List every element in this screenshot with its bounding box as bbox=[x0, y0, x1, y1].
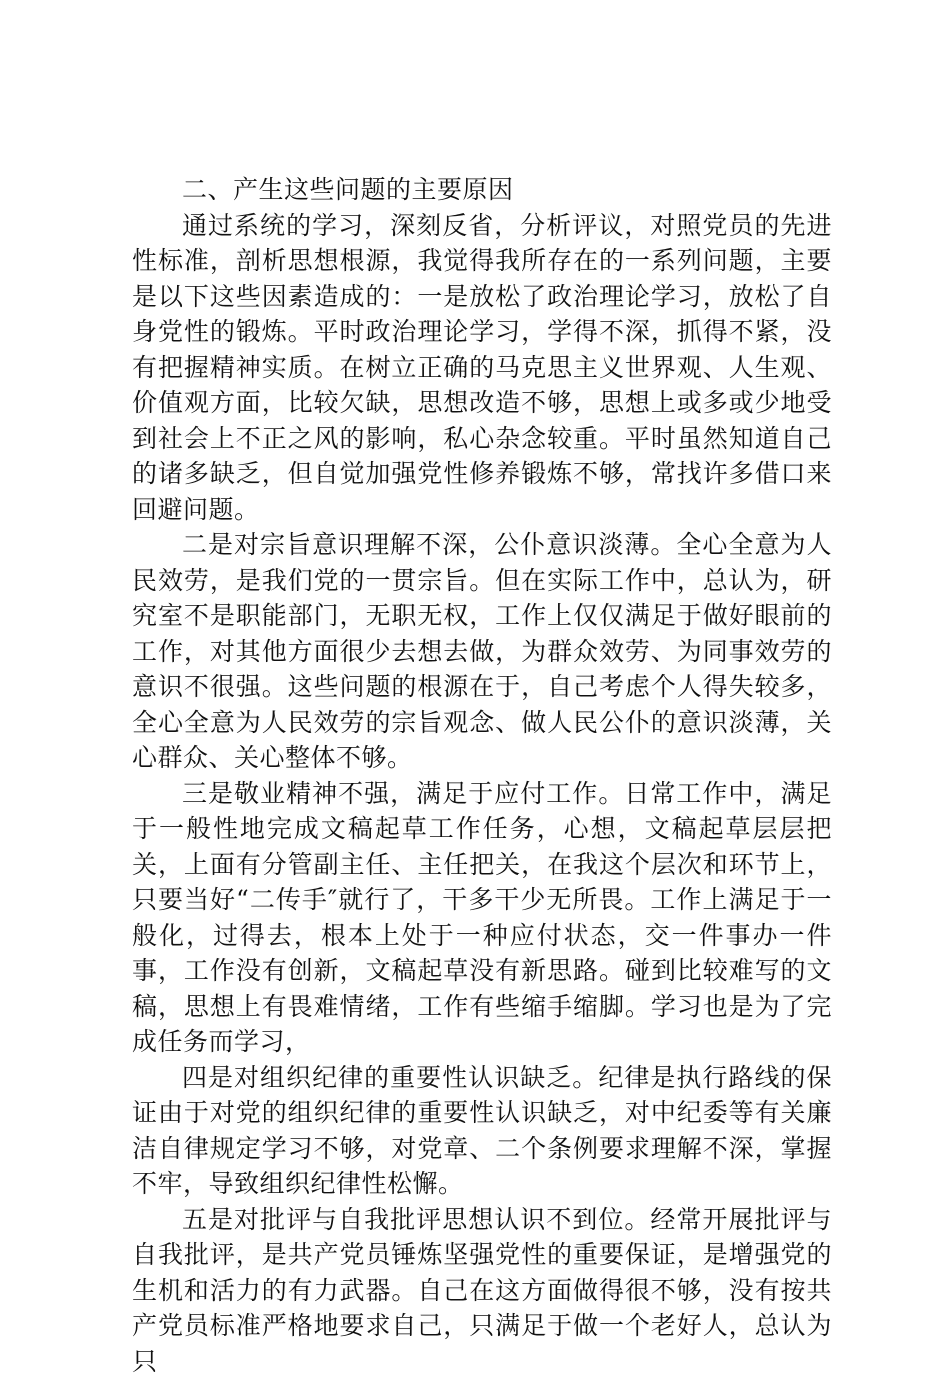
section-heading: 二、产生这些问题的主要原因 bbox=[132, 172, 832, 208]
paragraph-organizational-discipline: 四是对组织纪律的重要性认识缺乏。纪律是执行路线的保证由于对党的组织纪律的重要性认识缺乏，对中纪委等有关廉洁自律规定学习不够，对党章、二个条例要求理解不深，掌握不牢，导致组织纪律性松懈。 bbox=[132, 1060, 832, 1202]
paragraph-criticism-self-criticism: 五是对批评与自我批评思想认识不到位。经常开展批评与自我批评，是共产党员锤炼坚强党性的重要保证，是增强党的生机和活力的有力武器。自己在这方面做得很不够，没有按共产党员标准严格地要求自己，只满足于做一个老好人，总认为只 bbox=[132, 1202, 832, 1379]
document-body bbox=[132, 172, 832, 1379]
paragraph-purpose-awareness: 二是对宗旨意识理解不深，公仆意识淡薄。全心全意为人民效劳，是我们党的一贯宗旨。但在实际工作中，总认为，研究室不是职能部门，无职无权，工作上仅仅满足于做好眼前的工作，对其他方面很少去想去做，为群众效劳、为同事效劳的意识不很强。这些问题的根源在于，自己考虑个人得失较多，全心全意为人民效劳的宗旨观念、做人民公仆的意识淡薄，关心群众、关心整体不够。 bbox=[132, 527, 832, 776]
paragraph-work-dedication: 三是敬业精神不强，满足于应付工作。日常工作中，满足于一般性地完成文稿起草工作任务，心想，文稿起草层层把关，上面有分管副主任、主任把关，在我这个层次和环节上，只要当好“二传手″就行了，干多干少无所畏。工作上满足于一般化，过得去，根本上处于一种应付状态，交一件事办一件事，工作没有创新，文稿起草没有新思路。碰到比较难写的文稿，思想上有畏难情绪，工作有些缩手缩脚。学习也是为了完成任务而学习， bbox=[132, 776, 832, 1060]
paragraph-causes-intro: 通过系统的学习，深刻反省，分析评议，对照党员的先进性标准，剖析思想根源，我觉得我所存在的一系列问题，主要是以下这些因素造成的：一是放松了政治理论学习，放松了自身党性的锻炼。平时政治理论学习，学得不深，抓得不紧，没有把握精神实质。在树立正确的马克思主义世界观、人生观、价值观方面，比较欠缺，思想改造不够，思想上或多或少地受到社会上不正之风的影响，私心杂念较重。平时虽然知道自己的诸多缺乏，但自觉加强党性修养锻炼不够，常找许多借口来回避问题。 bbox=[132, 208, 832, 528]
